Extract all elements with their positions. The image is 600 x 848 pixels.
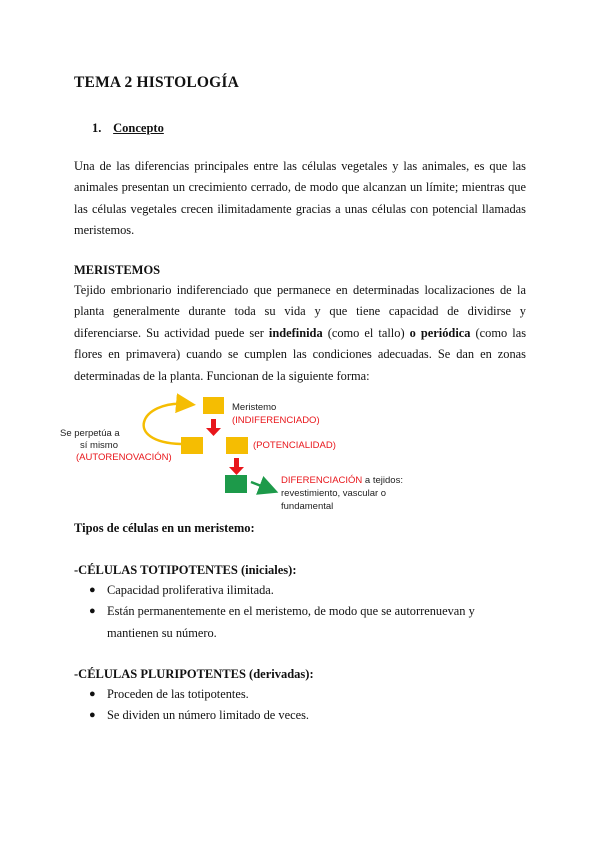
tissue-types-label: revestimiento, vascular o: [281, 488, 387, 499]
indiferenciado-label: (INDIFERENCIADO): [232, 415, 320, 426]
list-item: ● Están permanentemente en el meristemo, de modo que se autorrenuevan y mantienen su número.: [74, 601, 526, 644]
bullet-icon: ●: [89, 688, 96, 700]
pluripotentes-heading: -CÉLULAS PLURIPOTENTES (derivadas):: [74, 667, 314, 681]
section-number: 1.: [92, 121, 102, 135]
totipotentes-list: [74, 580, 526, 644]
document-title: TEMA 2 HISTOLOGÍA: [74, 74, 240, 91]
potential-cell-box: [226, 437, 248, 454]
meristemos-text-a: Tejido embrionario indiferenciado que permanece en determinadas localizaciones de la planta generalmente durante toda su vida y que tiene capacidad de dividirse y diferenciarse. Su actividad puede ser: [74, 283, 526, 340]
list-item: ● Proceden de las totipotentes.: [74, 684, 526, 705]
red-arrow-2: [229, 458, 244, 475]
differentiated-cell-box: [225, 475, 247, 493]
meristemos-term-indefinida: indefinida: [268, 325, 323, 340]
fundamental-label: fundamental: [281, 501, 334, 512]
intro-paragraph: Una de las diferencias principales entre las células vegetales y las animales, es que las animales presentan un crecimiento cerrado, de modo que alcanzan un límite; mientras que las células vegetales crecen ilimitadamente gracias a unas células con potencial llamadas meristemos.: [74, 159, 526, 238]
section-heading-concepto: [92, 121, 164, 136]
list-item: ● Se dividen un número limitado de veces.: [74, 705, 526, 726]
self-perpetuates-label: Se perpetúa a: [60, 428, 120, 439]
self-label: sí mismo: [80, 440, 118, 451]
meristem-cell-box: [203, 397, 224, 414]
meristemos-heading: MERISTEMOS: [74, 263, 161, 277]
pluripotentes-list: [74, 684, 526, 727]
meristemos-text-c: (como el tallo): [322, 325, 410, 340]
meristemos-paragraph: [74, 280, 526, 387]
autorenovacion-label: (AUTORENOVACIÓN): [76, 452, 172, 463]
meristemos-term-periodica: o periódica: [409, 325, 471, 340]
tipos-heading: Tipos de células en un meristemo:: [74, 521, 255, 535]
meristemo-label: Meristemo: [232, 402, 277, 413]
self-renewed-cell-box: [181, 437, 203, 454]
bullet-icon: ●: [89, 709, 96, 722]
bullet-icon: ●: [89, 605, 96, 618]
meristemos-text-e: (como las flores en primavera) cuando se cumplen las condiciones adecuadas. Se dan en zonas determinadas de la planta. Funcionan de la siguiente forma:: [74, 325, 527, 383]
diferenciacion-label: DIFERENCIACIÓN a tejidos:: [281, 475, 403, 486]
differentiation-arrow: [251, 482, 269, 489]
list-item: ● Capacidad proliferativa ilimitada.: [74, 580, 526, 601]
section-label: Concepto: [113, 121, 164, 135]
meristem-diagram: [60, 388, 420, 518]
self-renewal-arrow: [144, 404, 186, 444]
totipotentes-heading: -CÉLULAS TOTIPOTENTES (iniciales):: [74, 563, 297, 577]
bullet-icon: ●: [89, 584, 96, 596]
potencialidad-label: (POTENCIALIDAD): [253, 440, 336, 451]
red-arrow-1: [206, 419, 221, 436]
